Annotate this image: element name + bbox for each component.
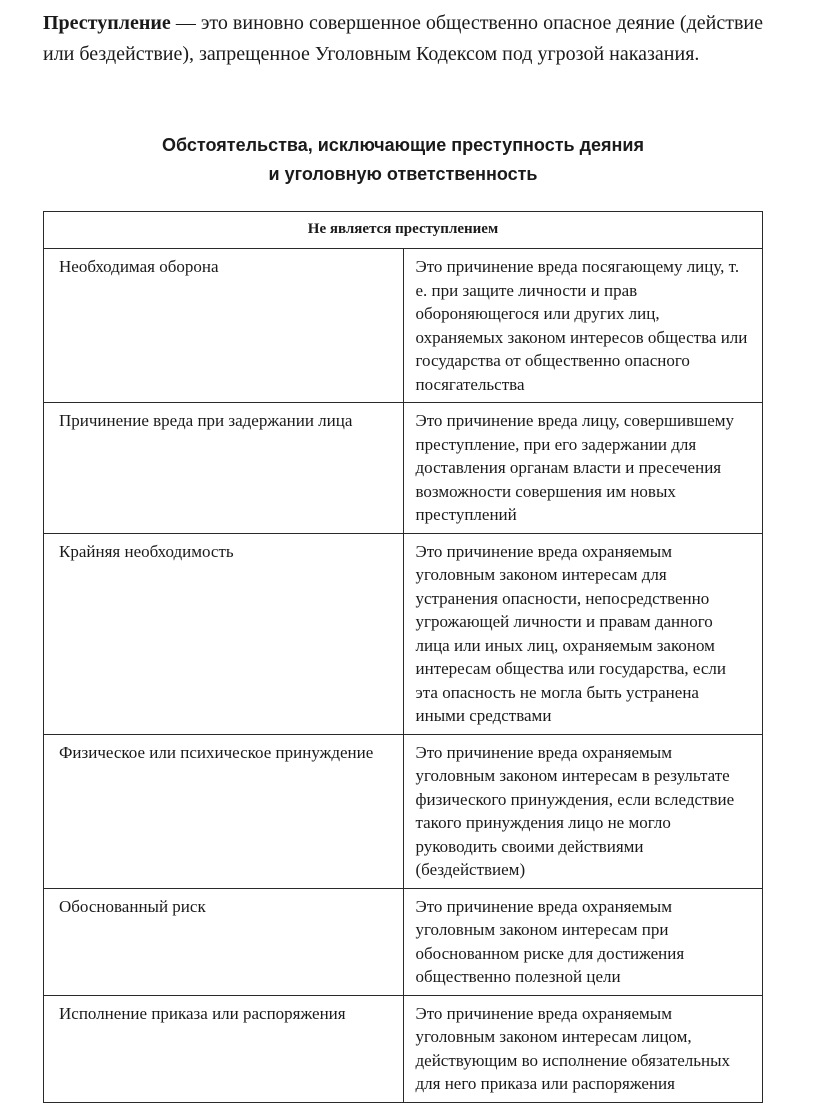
circumstance-description: Это причинение вреда охраняемым уголовным законом интересам лицом, действующим во исполнение обязательных для него приказа или распоряжения: [403, 995, 763, 1102]
definition-paragraph: [43, 8, 763, 70]
circumstance-name: Необходимая оборона: [44, 249, 404, 403]
circumstance-name: Физическое или психическое принуждение: [44, 734, 404, 888]
table-row: [44, 249, 763, 403]
table-row: [44, 403, 763, 534]
circumstance-name: Причинение вреда при задержании лица: [44, 403, 404, 534]
table-title-line-1: Обстоятельства, исключающие преступность деяния: [162, 135, 644, 155]
circumstance-description: Это причинение вреда охраняемым уголовным законом интересам в результате физического принуждения, если вследствие такого принуждения лицо не могло руководить своими действиями (бездействием): [403, 734, 763, 888]
circumstance-description: Это причинение вреда охраняемым уголовным законом интересам для устранения опасности, непосредственно угрожающей личности и правам данного лица или иных лиц, охраняемым законом интересам общества или государства, если эта опасность не могла быть устранена иными средствами: [403, 533, 763, 734]
circumstances-table: [43, 211, 763, 1103]
circumstance-description: Это причинение вреда посягающему лицу, т. е. при защите личности и прав обороняющегося или других лиц, охраняемых законом интересов общества или государства от общественно опасного посягательства: [403, 249, 763, 403]
circumstance-description: Это причинение вреда лицу, совершившему преступление, при его задержании для доставления органам власти и пресечения возможности совершения им новых преступлений: [403, 403, 763, 534]
table-header-row: [44, 212, 763, 249]
circumstance-name: Крайняя необходимость: [44, 533, 404, 734]
table-title: [43, 131, 763, 189]
table-row: [44, 995, 763, 1102]
definition-term: Преступление: [43, 12, 171, 34]
table-row: [44, 888, 763, 995]
circumstance-name: Обоснованный риск: [44, 888, 404, 995]
table-title-line-2: и уголовную ответственность: [268, 164, 538, 184]
circumstance-name: Исполнение приказа или распоряжения: [44, 995, 404, 1102]
circumstance-description: Это причинение вреда охраняемым уголовным законом интересам при обоснованном риске для достижения общественно полезной цели: [403, 888, 763, 995]
table-row: [44, 533, 763, 734]
table-row: [44, 734, 763, 888]
definition-text: — это виновно совершенное общественно опасное деяние (действие или бездействие), запрещенное Уголовным Кодексом под угрозой наказания.: [43, 12, 763, 65]
table-header: Не является преступлением: [44, 212, 763, 249]
